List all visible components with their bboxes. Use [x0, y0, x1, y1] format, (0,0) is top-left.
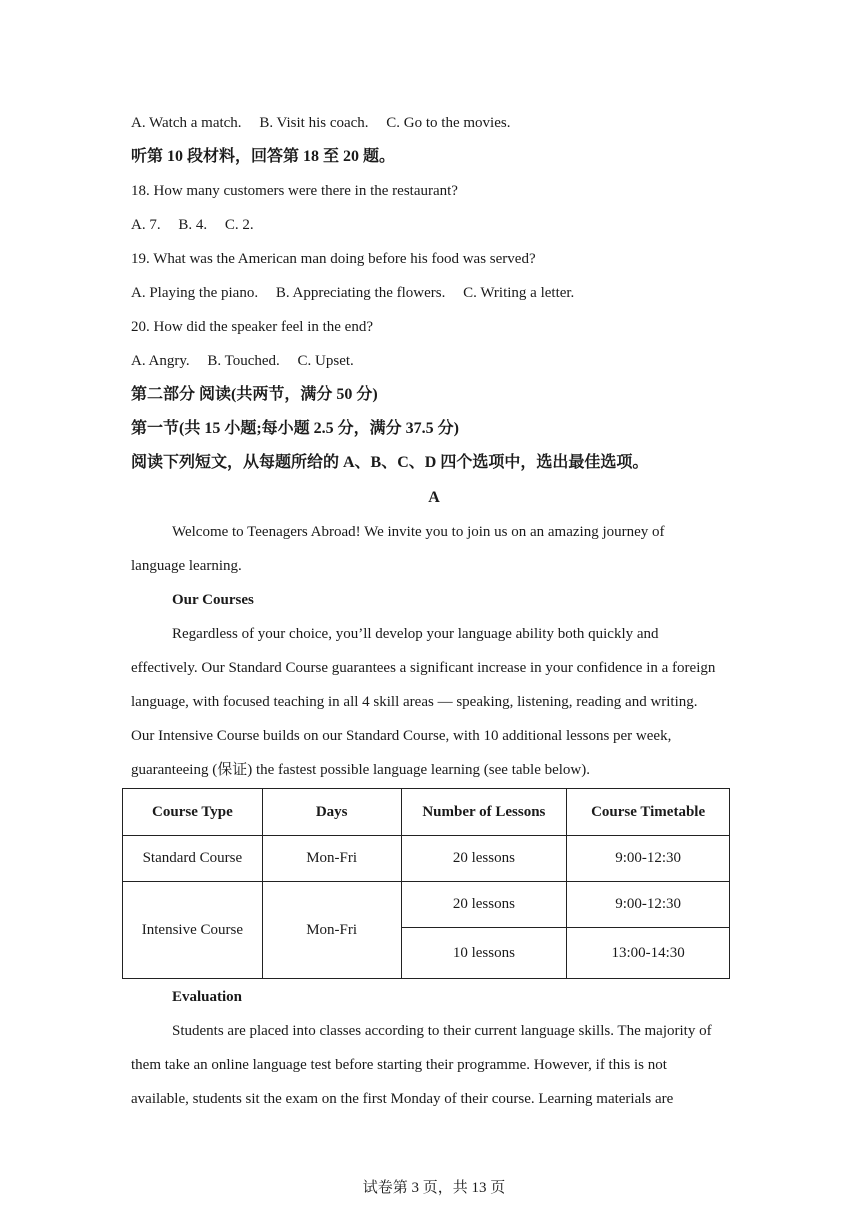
q19-option-a: A. Playing the piano. — [131, 285, 259, 301]
courses-line-1: Regardless of your choice, you’ll develop your language ability both quickly and — [172, 626, 659, 642]
page-footer: 试卷第 3 页，共 13 页 — [362, 1180, 506, 1196]
evaluation-heading: Evaluation — [172, 989, 243, 1005]
passage-label: A — [428, 489, 440, 506]
our-courses-heading: Our Courses — [172, 592, 254, 608]
standard-time: 9:00-12:30 — [567, 836, 730, 882]
q18-options — [131, 215, 254, 235]
section10-heading: 听第 10 段材料，回答第 18 至 20 题。 — [131, 148, 396, 165]
q20-option-a: A. Angry. — [131, 353, 190, 369]
intro-line-2: language learning. — [131, 558, 242, 574]
q18-option-b: B. 4. — [178, 217, 208, 233]
q18-question: 18. How many customers were there in the restaurant? — [131, 183, 458, 199]
instruction: 阅读下列短文，从每题所给的 A、B、C、D 四个选项中，选出最佳选项。 — [131, 454, 649, 471]
courses-line-3: language, with focused teaching in all 4 skill areas — speaking, listening, reading and writing. — [131, 694, 698, 710]
q17-option-a: A. Watch a match. — [131, 115, 242, 131]
courses-line-4: Our Intensive Course builds on our Standard Course, with 10 additional lessons per week, — [131, 728, 672, 744]
evaluation-line-2: them take an online language test before starting their programme. However, if this is not — [131, 1057, 667, 1073]
intensive-lessons-1: 20 lessons — [401, 882, 567, 928]
q20-options — [131, 351, 354, 371]
q19-options — [131, 283, 574, 303]
standard-days: Mon-Fri — [262, 836, 401, 882]
header-number-of-lessons: Number of Lessons — [401, 789, 567, 836]
course-table — [122, 788, 730, 979]
courses-line-5: guaranteeing (保证) the fastest possible language learning (see table below). — [131, 762, 591, 778]
q20-option-b: B. Touched. — [207, 353, 280, 369]
q17-option-c: C. Go to the movies. — [386, 115, 511, 131]
standard-lessons: 20 lessons — [401, 836, 567, 882]
evaluation-line-3: available, students sit the exam on the first Monday of their course. Learning materials are — [131, 1091, 674, 1107]
q17-options — [131, 113, 510, 133]
header-days: Days — [262, 789, 401, 836]
intro-line-1: Welcome to Teenagers Abroad! We invite you to join us on an amazing journey of — [172, 524, 665, 540]
q20-question: 20. How did the speaker feel in the end? — [131, 319, 373, 335]
standard-type: Standard Course — [123, 836, 263, 882]
q20-option-c: C. Upset. — [297, 353, 354, 369]
header-course-type: Course Type — [123, 789, 263, 836]
q19-question: 19. What was the American man doing before his food was served? — [131, 251, 536, 267]
section1-heading: 第一节(共 15 小题;每小题 2.5 分，满分 37.5 分) — [131, 420, 459, 437]
q19-option-c: C. Writing a letter. — [463, 285, 575, 301]
part2-heading: 第二部分 阅读(共两节，满分 50 分) — [131, 386, 378, 403]
header-course-timetable: Course Timetable — [567, 789, 730, 836]
q17-option-b: B. Visit his coach. — [259, 115, 369, 131]
table-header-row — [123, 789, 730, 836]
evaluation-line-1: Students are placed into classes according to their current language skills. The majority of — [172, 1023, 712, 1039]
intensive-time-1: 9:00-12:30 — [567, 882, 730, 928]
q18-option-c: C. 2. — [224, 217, 254, 233]
intensive-time-2: 13:00-14:30 — [567, 928, 730, 979]
q18-option-a: A. 7. — [131, 217, 161, 233]
intensive-type: Intensive Course — [123, 882, 263, 979]
q19-option-b: B. Appreciating the flowers. — [275, 285, 446, 301]
table-row — [123, 836, 730, 882]
courses-line-2: effectively. Our Standard Course guarantees a significant increase in your confidence in a foreign — [131, 660, 716, 676]
intensive-days: Mon-Fri — [262, 882, 401, 979]
table-row — [123, 882, 730, 928]
intensive-lessons-2: 10 lessons — [401, 928, 567, 979]
